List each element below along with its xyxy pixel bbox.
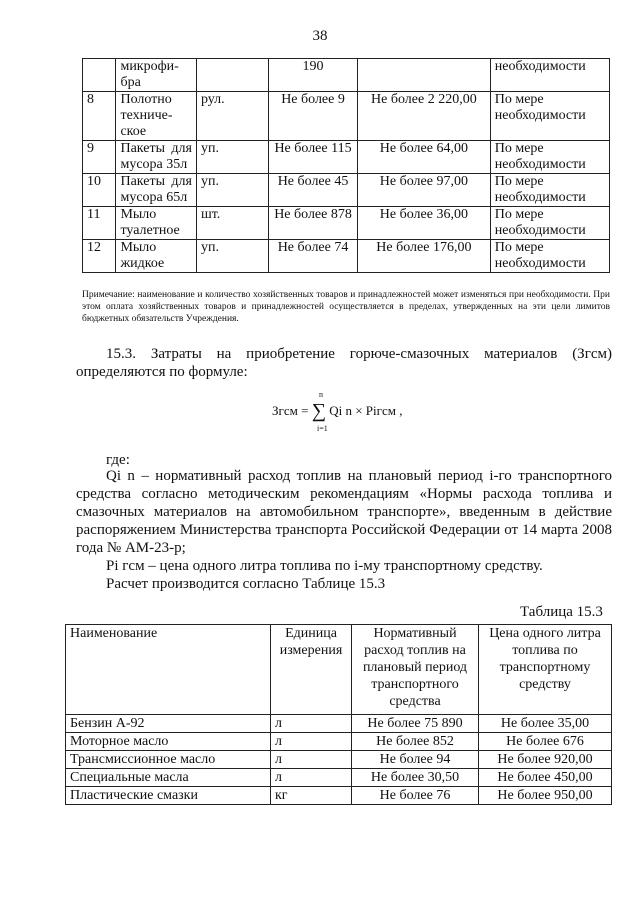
table-header-row xyxy=(66,625,612,715)
cell-price: Не более 35,00 xyxy=(479,715,612,733)
cell-name: Трансмиссионное масло xyxy=(66,751,271,769)
cell-price: Не более 64,00 xyxy=(357,141,490,174)
cell-term: По мере необходимости xyxy=(490,174,609,207)
cell-norm: Не более 30,50 xyxy=(352,769,479,787)
cell-price: Не более 2 220,00 xyxy=(357,92,490,141)
cell-name: Полотно техниче-ское xyxy=(116,92,197,141)
cell-price: Не более 450,00 xyxy=(479,769,612,787)
table-row xyxy=(83,141,610,174)
calculation-note: Расчет производится согласно Таблице 15.3 xyxy=(106,576,386,592)
cell-unit: л xyxy=(271,769,352,787)
cell-number: 8 xyxy=(83,92,116,141)
cell-norm: Не более 852 xyxy=(352,733,479,751)
cell-price: Не более 950,00 xyxy=(479,787,612,805)
sum-upper-limit: n xyxy=(319,390,323,399)
cell-price xyxy=(357,59,490,92)
table-row xyxy=(83,207,610,240)
sum-lower-limit: i=1 xyxy=(317,424,328,433)
page-number: 38 xyxy=(312,28,328,44)
cell-unit: л xyxy=(271,751,352,769)
cell-unit: л xyxy=(271,733,352,751)
cell-quantity: Не более 45 xyxy=(269,174,358,207)
definition-q: Qi n – нормативный расход топлив на плановый период i-го транспортного средства согласно методическим рекомендациям «Нормы расхода топлива и смазочных материалов на автомобильном транспорте», введенным в действие распоряжением Министерства транспорта Российской Федерации от 14 марта 2008 года № АМ-23-р; xyxy=(76,468,612,556)
header-unit: Единица измерения xyxy=(271,625,352,715)
cell-quantity: Не более 878 xyxy=(269,207,358,240)
table-caption: Таблица 15.3 xyxy=(520,604,603,620)
cell-name: микрофи-бра xyxy=(116,59,197,92)
cell-name: Специальные масла xyxy=(66,769,271,787)
header-price: Цена одного литра топлива по транспортному средству xyxy=(479,625,612,715)
table-row xyxy=(66,715,612,733)
table-row xyxy=(83,174,610,207)
cell-name: Бензин А-92 xyxy=(66,715,271,733)
cell-norm: Не более 76 xyxy=(352,787,479,805)
cell-unit: уп. xyxy=(196,141,268,174)
cell-unit: л xyxy=(271,715,352,733)
header-name: Наименование xyxy=(66,625,271,715)
header-norm: Нормативный расход топлив на плановый период транспортного средства xyxy=(352,625,479,715)
definition-p: Pi гсм – цена одного литра топлива по i-му транспортному средству. xyxy=(106,558,543,574)
cell-price: Не более 176,00 xyxy=(357,240,490,273)
cell-name: Пакеты для мусора 65л xyxy=(116,174,197,207)
table-row xyxy=(66,733,612,751)
cell-norm: Не более 94 xyxy=(352,751,479,769)
cell-number: 10 xyxy=(83,174,116,207)
cell-unit: уп. xyxy=(196,174,268,207)
cell-term: По мере необходимости xyxy=(490,240,609,273)
table-note: Примечание: наименование и количество хозяйственных товаров и принадлежностей может изменяться при необходимости. При этом оплата хозяйственных товаров и принадлежностей осуществляется в пределах, утвержденных на эти цели лимитов бюджетных обязательств Учреждения. xyxy=(82,290,610,324)
fuel-table xyxy=(65,624,612,805)
cell-unit: рул. xyxy=(196,92,268,141)
cell-number: 9 xyxy=(83,141,116,174)
cell-name: Пакеты для мусора 35л xyxy=(116,141,197,174)
cell-price: Не более 36,00 xyxy=(357,207,490,240)
cell-number: 11 xyxy=(83,207,116,240)
table-row xyxy=(66,769,612,787)
table-row xyxy=(83,240,610,273)
cell-name: Мыло жидкое xyxy=(116,240,197,273)
cell-number: 12 xyxy=(83,240,116,273)
cell-name: Пластические смазки xyxy=(66,787,271,805)
cell-quantity: Не более 115 xyxy=(269,141,358,174)
where-label: где: xyxy=(106,452,130,468)
cell-quantity: Не более 9 xyxy=(269,92,358,141)
cell-term: необходимости xyxy=(490,59,609,92)
cell-quantity: Не более 74 xyxy=(269,240,358,273)
cell-term: По мере необходимости xyxy=(490,92,609,141)
cell-name: Моторное масло xyxy=(66,733,271,751)
table-row xyxy=(83,92,610,141)
sigma-symbol: ∑ xyxy=(311,400,326,422)
cell-term: По мере необходимости xyxy=(490,207,609,240)
cell-price: Не более 676 xyxy=(479,733,612,751)
household-goods-table xyxy=(82,58,610,273)
cell-quantity: 190 xyxy=(269,59,358,92)
table-row xyxy=(83,59,610,92)
formula-body: Qi n × Piгсм , xyxy=(329,403,403,418)
cell-term: По мере необходимости xyxy=(490,141,609,174)
cell-price: Не более 920,00 xyxy=(479,751,612,769)
formula-lhs: Згсм xyxy=(272,403,298,418)
formula xyxy=(272,390,403,433)
table-row xyxy=(66,751,612,769)
formula-eq: = xyxy=(301,403,309,418)
table-row xyxy=(66,787,612,805)
section-heading: 15.3. Затраты на приобретение горюче-смазочных материалов (Згсм) определяются по формуле: xyxy=(76,346,612,380)
cell-name: Мыло туалетное xyxy=(116,207,197,240)
cell-number xyxy=(83,59,116,92)
cell-norm: Не более 75 890 xyxy=(352,715,479,733)
cell-unit: уп. xyxy=(196,240,268,273)
cell-unit: шт. xyxy=(196,207,268,240)
cell-price: Не более 97,00 xyxy=(357,174,490,207)
cell-unit: кг xyxy=(271,787,352,805)
cell-unit xyxy=(196,59,268,92)
